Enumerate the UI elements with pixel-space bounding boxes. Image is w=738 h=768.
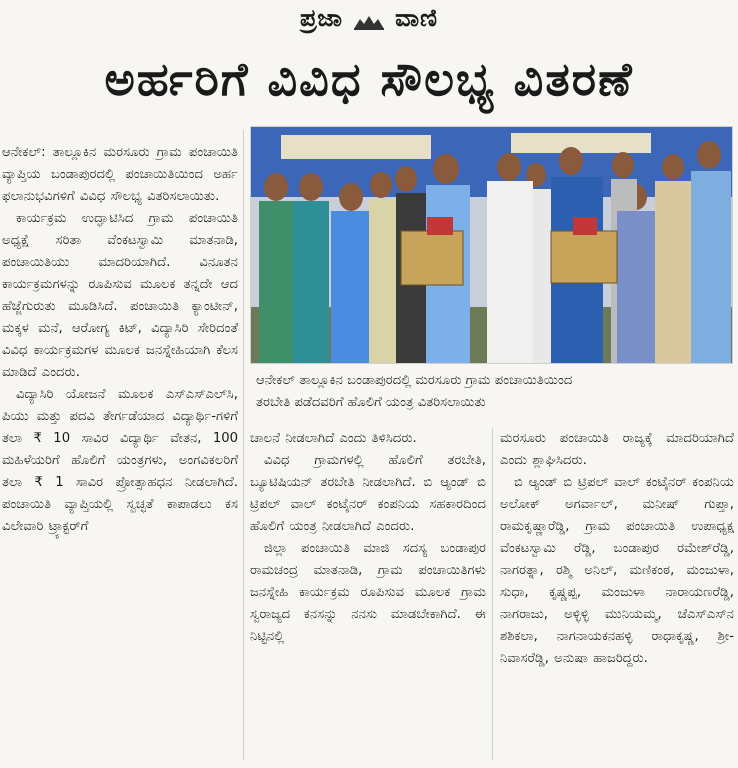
article-paragraph: ಆನೇಕಲ್: ತಾಲ್ಲೂಕಿನ ಮರಸೂರು ಗ್ರಾಮ ಪಂಚಾಯಿತಿ ವ್ಯಾಪ್ತಿಯ ಬಂಡಾಪುರದಲ್ಲಿ ಪಂಚಾಯಿತಿಯಿಂದ ಅರ್ಹ ಫಲಾನುಭವಿಗಳಿಗೆ ವಿವಿಧ ಸೌಲಭ್ಯ ವಿತರಿಸಲಾಯಿತು. — [2, 145, 238, 204]
article-paragraph: ಬಿ ಆ್ಯಂಡ್ ಬಿ ಟ್ರಿಪಲ್ ವಾಲ್ ಕಂಟೈನರ್ ಕಂಪನಿಯ ಅಲೋಕ್ ಅಗರ್ವಾಲ್, ಮನೀಷ್ ಗುಪ್ತಾ, ರಾಮಕೃಷ್ಣಾರೆಡ್ಡಿ, ಗ್ರಾಮ ಪಂಚಾಯಿತಿ ಉಪಾಧ್ಯಕ್ಷ ವೆಂಕಟಸ್ವಾಮಿ ರೆಡ್ಡಿ, ಬಂಡಾಪುರ ರಮೇಶ್‌ರೆಡ್ಡಿ, ನಾಗರತ್ನಾ, ರಶ್ಮಿ ಅನಿಲ್, ಮಣಿಕಂಠ, ಮಂಜುಳಾ, ಸುಧಾ, ಕೃಷ್ಣಪ್ಪ, ಮಂಜುಳಾ ನಾರಾಯಣರೆಡ್ಡಿ, ನಾಗರಾಜು, ಅಳ್ಳಿಳ್ಳಿ ಮುನಿಯಮ್ಮ, ಜೆಎಸ್‌ಎಸ್‌ನ ಶಶಿಕಲಾ, ನಾಗನಾಯಕನಹಳ್ಳಿ ರಾಧಾಕೃಷ್ಣ, ಶ್ರೀ-ನಿವಾಸರೆಡ್ಡಿ, ಅನುಷಾ ಹಾಜರಿದ್ದರು. — [500, 475, 734, 666]
news-photo — [250, 126, 733, 364]
article-paragraph: ವಿವಿಧ ಗ್ರಾಮಗಳಲ್ಲಿ ಹೊಲಿಗೆ ತರಬೇತಿ, ಬ್ಯೂಟಿಷಿಯನ್ ತರಬೇತಿ ನೀಡಲಾಗಿದೆ. ಬಿ ಆ್ಯಂಡ್ ಬಿ ಟ್ರಿಪಲ್ ವಾಲ್ ಕಂಟೈನರ್ ಕಂಪನಿಯ ಸಹಕಾರದಿಂದ ಹೊಲಿಗೆ ಯಂತ್ರ ನೀಡಲಾಗಿದೆ ಎಂದರು. — [250, 453, 486, 534]
masthead-name-right: ವಾಣಿ — [395, 4, 439, 32]
group-photo-image — [251, 127, 732, 363]
article-column-3 — [500, 428, 734, 762]
article-paragraph: ವಿದ್ಯಾಸಿರಿ ಯೋಜನೆ ಮೂಲಕ ಎಸ್‌ಎಸ್‌ಎಲ್‌ಸಿ, ಪಿಯು ಮತ್ತು ಪದವಿ ತೇರ್ಗಡೆಯಾದ ವಿದ್ಯಾರ್ಥಿ-ಗಳಿಗೆ ತಲಾ ₹ 10 ಸಾವಿರ ವಿದ್ಯಾರ್ಥಿ ವೇತನ, 100 ಮಹಿಳೆಯರಿಗೆ ಹೊಲಿಗೆ ಯಂತ್ರಗಳು, ಅಂಗವಿಕಲರಿಗೆ ತಲಾ ₹ 1 ಸಾವಿರ ಪ್ರೋತ್ಸಾಹಧನ ನೀಡಲಾಗಿದೆ. ಪಂಚಾಯಿತಿ ವ್ಯಾಪ್ತಿಯಲ್ಲಿ ಸ್ವಚ್ಛತೆ ಕಾಪಾಡಲು ಕಸ ವಿಲೇವಾರಿ ಟ್ರ್ಯಾಕ್ಟರ್‌ಗೆ — [2, 387, 238, 534]
headline: ಅರ್ಹರಿಗೆ ವಿವಿಧ ಸೌಲಭ್ಯ ವಿತರಣೆ — [104, 52, 634, 106]
article-column-1 — [2, 142, 238, 762]
column-divider — [243, 130, 244, 760]
article-column-2 — [250, 428, 486, 762]
article-paragraph: ಜಿಲ್ಲಾ ಪಂಚಾಯಿತಿ ಮಾಜಿ ಸದಸ್ಯ ಬಂಡಾಪುರ ರಾಮಚಂದ್ರ ಮಾತನಾಡಿ, ಗ್ರಾಮ ಪಂಚಾಯಿತಿಗಳು ಜನಸ್ನೇಹಿ ಕಾರ್ಯಕ್ರಮ ರೂಪಿಸುವ ಮೂಲಕ ಗ್ರಾಮ ಸ್ವರಾಜ್ಯದ ಕನಸನ್ನು ನನಸು ಮಾಡಬೇಕಾಗಿದೆ. ಈ ನಿಟ್ಟಿನಲ್ಲಿ — [250, 541, 486, 644]
caption-line: ಆನೇಕಲ್ ತಾಲ್ಲೂಕಿನ ಬಂಡಾಪುರದಲ್ಲಿ ಮರಸೂರು ಗ್ರಾಮ ಪಂಚಾಯಿತಿಯಿಂದ — [256, 373, 573, 388]
masthead-name-left: ಪ್ರಜಾ — [299, 4, 343, 32]
photo-caption — [256, 370, 726, 418]
article-paragraph: ಚಾಲನೆ ನೀಡಲಾಗಿದೆ ಎಂದು ತಿಳಿಸಿದರು. — [250, 431, 417, 446]
article-paragraph: ಕಾರ್ಯಕ್ರಮ ಉದ್ಘಾಟಿಸಿದ ಗ್ರಾಮ ಪಂಚಾಯಿತಿ ಅಧ್ಯಕ್ಷೆ ಸರಿತಾ ವೆಂಕಟಸ್ವಾಮಿ ಮಾತನಾಡಿ, ಪಂಚಾಯಿತಿಯು ಮಾದರಿಯಾಗಿದೆ. ವಿನೂತನ ಕಾರ್ಯಕ್ರಮಗಳನ್ನು ರೂಪಿಸುವ ಮೂಲಕ ತನ್ನದೇ ಆದ ಹೆಜ್ಜೆಗುರುತು ಮೂಡಿಸಿದೆ. ಪಂಚಾಯಿತಿ ಕ್ಯಾಂಟೀನ್, ಮಕ್ಕಳ ಮನೆ, ಆರೋಗ್ಯ ಕಿಟ್, ವಿದ್ಯಾಸಿರಿ ಸೇರಿದಂತೆ ವಿವಿಧ ಕಾರ್ಯಕ್ರಮಗಳ ಮೂಲಕ ಜನಸ್ನೇಹಿಯಾಗಿ ಕೆಲಸ ಮಾಡಿದೆ ಎಂದರು. — [2, 211, 238, 380]
masthead — [0, 0, 738, 40]
article-paragraph: ಮರಸೂರು ಪಂಚಾಯಿತಿ ರಾಜ್ಯಕ್ಕೆ ಮಾದರಿಯಾಗಿದೆ ಎಂದು ಶ್ಲಾಘಿಸಿದರು. — [500, 431, 734, 468]
column-divider — [492, 428, 493, 760]
caption-line: ತರಬೇತಿ ಪಡೆದವರಿಗೆ ಹೊಲಿಗೆ ಯಂತ್ರ ವಿತರಿಸಲಾಯಿತು — [256, 395, 486, 410]
masthead-emblem-icon — [352, 13, 386, 31]
